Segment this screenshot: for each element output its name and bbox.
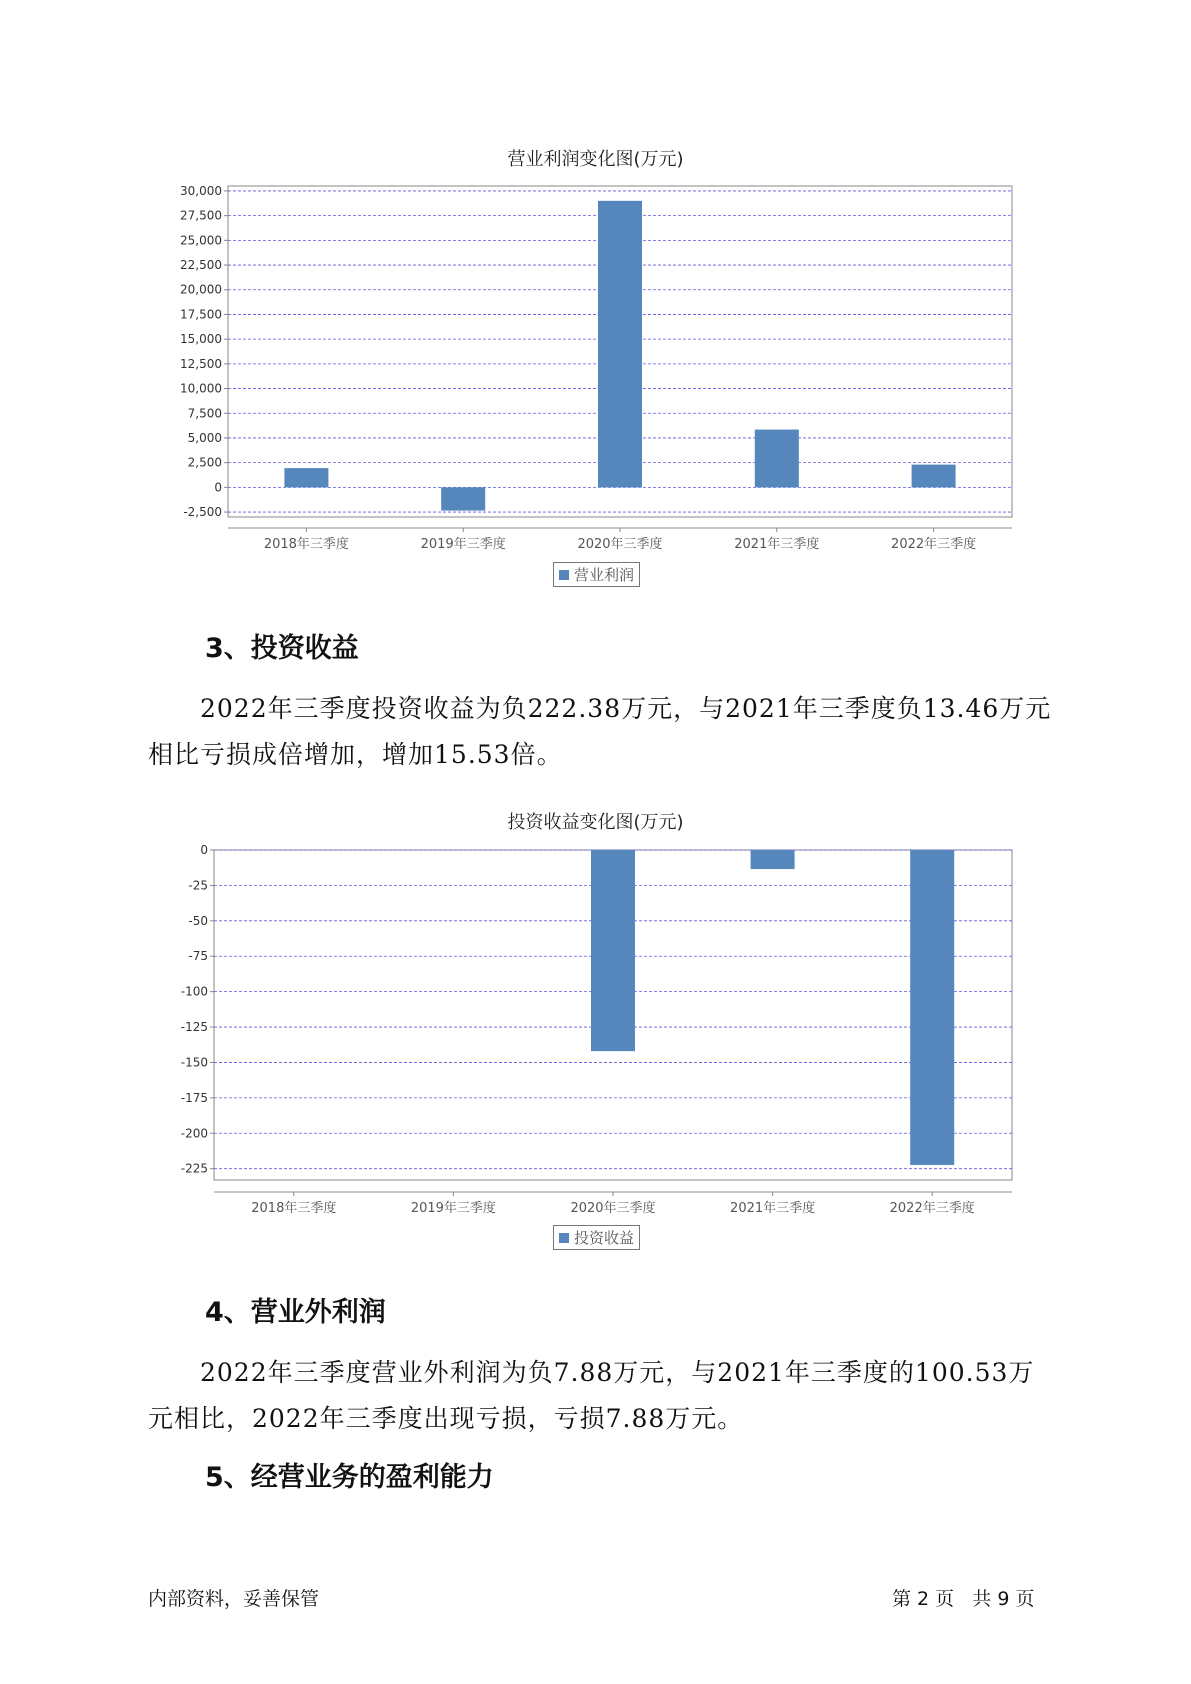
y-tick-label: 22,500 xyxy=(180,258,222,273)
x-tick-label: 2022年三季度 xyxy=(889,1201,975,1216)
legend-swatch xyxy=(559,1233,569,1243)
y-tick-label: 2,500 xyxy=(187,455,222,470)
x-tick-label: 2018年三季度 xyxy=(263,537,349,552)
y-tick-label: -125 xyxy=(180,1020,208,1035)
x-tick-label: 2018年三季度 xyxy=(251,1201,337,1216)
chart2-title: 投资收益变化图(万元) xyxy=(507,812,684,833)
y-tick-label: 25,000 xyxy=(180,233,222,248)
y-tick-label: -50 xyxy=(188,913,208,928)
bar xyxy=(591,850,635,1051)
chart2-legend xyxy=(553,1225,640,1250)
section5-heading: 5、经营业务的盈利能力 xyxy=(205,1462,494,1493)
y-tick-label: 27,500 xyxy=(180,208,222,223)
y-tick-label: -175 xyxy=(180,1090,208,1105)
y-tick-label: -25 xyxy=(188,878,208,893)
x-tick-label: 2020年三季度 xyxy=(577,537,663,552)
x-tick-label: 2022年三季度 xyxy=(891,537,977,552)
y-tick-label: 12,500 xyxy=(180,356,222,371)
y-tick-label: 10,000 xyxy=(180,381,222,396)
y-tick-label: 0 xyxy=(200,843,208,857)
section3-paragraph: 2022年三季度投资收益为负222.38万元，与2021年三季度负13.46万元相比亏损成倍增加，增加15.53倍。 xyxy=(148,694,1052,769)
chart1-title: 营业利润变化图(万元) xyxy=(507,149,684,170)
page-number: 第 2 页 共 9 页 xyxy=(892,1588,1035,1610)
chart2-legend-label: 投资收益 xyxy=(574,1229,635,1247)
y-tick-label: 7,500 xyxy=(187,406,222,421)
x-tick-label: 2019年三季度 xyxy=(420,537,506,552)
y-tick-label: 0 xyxy=(214,480,222,495)
y-tick-label: 17,500 xyxy=(180,307,222,322)
y-tick-label: -100 xyxy=(180,984,208,999)
section4-heading: 4、营业外利润 xyxy=(205,1297,386,1328)
y-tick-label: 20,000 xyxy=(180,282,222,297)
y-tick-label: -75 xyxy=(188,949,208,964)
y-tick-label: 15,000 xyxy=(180,332,222,347)
y-tick-label: -225 xyxy=(180,1161,208,1176)
x-tick-label: 2021年三季度 xyxy=(734,537,820,552)
x-tick-label: 2019年三季度 xyxy=(410,1201,496,1216)
y-tick-label: -150 xyxy=(180,1055,208,1070)
x-tick-label: 2020年三季度 xyxy=(570,1201,656,1216)
chart1-legend-label: 营业利润 xyxy=(574,566,635,584)
y-tick-label: -2,500 xyxy=(183,505,222,520)
y-tick-label: 30,000 xyxy=(180,183,222,198)
y-tick-label: 5,000 xyxy=(187,430,222,445)
bar xyxy=(910,850,954,1165)
section3-heading: 3、投资收益 xyxy=(205,633,359,664)
footer-note: 内部资料，妥善保管 xyxy=(148,1588,320,1610)
bar xyxy=(751,850,795,869)
section4-paragraph: 2022年三季度营业外利润为负7.88万元，与2021年三季度的100.53万元相比，2022年三季度出现亏损，亏损7.88万元。 xyxy=(148,1358,1035,1433)
y-tick-label: -200 xyxy=(180,1126,208,1141)
x-tick-label: 2021年三季度 xyxy=(730,1201,816,1216)
